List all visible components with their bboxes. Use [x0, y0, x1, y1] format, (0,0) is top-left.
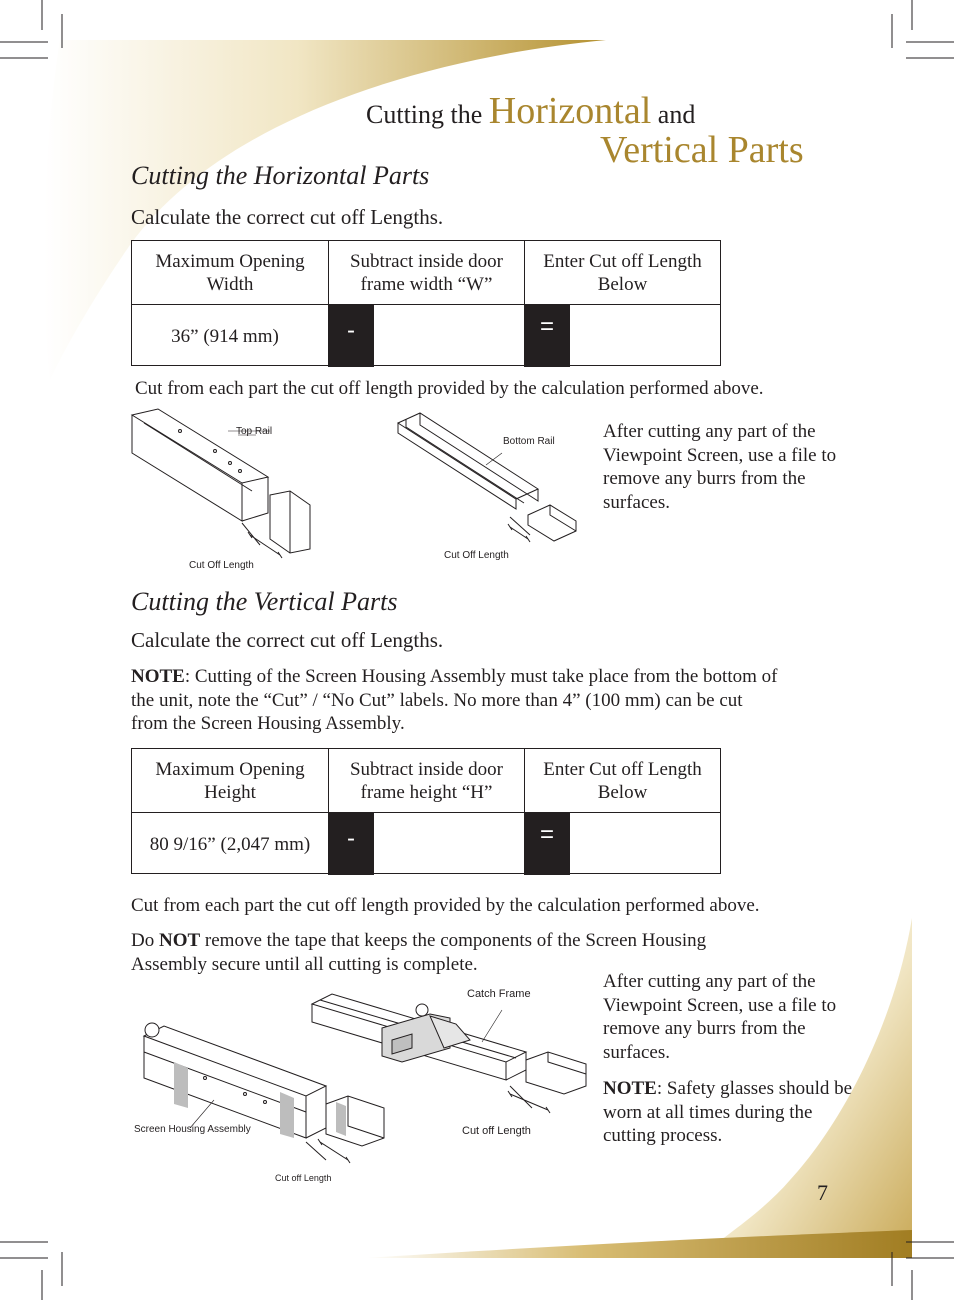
top-rail-drawing: [132, 409, 310, 558]
screen-housing-label: Screen Housing Assembly: [134, 1124, 251, 1135]
equals-sign: =: [524, 813, 570, 875]
horizontal-subheading: Calculate the correct cut off Lengths.: [131, 205, 444, 229]
cut-off-length-label-right: Cut off Length: [462, 1125, 531, 1137]
col-header-subtract-height: Subtract inside door frame height “H”: [328, 749, 524, 812]
title-and: and: [657, 100, 696, 129]
note-label: NOTE: [131, 666, 185, 687]
cut-off-length-entry[interactable]: [570, 813, 720, 874]
cut-off-length-label-right: Cut Off Length: [444, 550, 509, 561]
bottom-rail-label: Bottom Rail: [503, 436, 555, 447]
door-frame-height-entry[interactable]: [374, 813, 524, 874]
title-vertical-parts: Vertical Parts: [600, 129, 804, 171]
vertical-heading: Cutting the Vertical Parts: [131, 587, 398, 616]
top-rail-label: Top Rail: [236, 426, 273, 437]
page-title: [366, 90, 696, 132]
cut-off-length-label-left: Cut off Length: [275, 1173, 332, 1183]
title-horizontal: Horizontal: [488, 90, 652, 132]
door-frame-width-entry[interactable]: [374, 305, 524, 366]
note-text: : Cutting of the Screen Housing Assembly must take place from the bottom of the unit, note the “Cut” / “No Cut” labels. No more than 4” (100 mm) can be cut from the Screen Housing Assembly.: [131, 666, 778, 734]
tape-warning: [131, 929, 751, 976]
bottom-swoosh: [365, 1230, 912, 1258]
page-number: 7: [817, 1180, 828, 1205]
cut-off-length-entry[interactable]: [570, 305, 720, 366]
horizontal-rails-diagram: [130, 405, 590, 575]
horizontal-instruction: Cut from each part the cut off length provided by the calculation performed above.: [135, 378, 764, 399]
minus-sign: -: [328, 305, 374, 367]
screen-housing-drawing: [144, 1023, 384, 1163]
cut-off-length-label-left: Cut Off Length: [189, 560, 254, 571]
vertical-parts-diagram: [130, 982, 600, 1192]
col-header-cut-off: Enter Cut off Length Below: [524, 749, 720, 812]
col-header-cut-off: Enter Cut off Length Below: [524, 241, 720, 304]
safety-note-text: : Safety glasses should be worn at all times during the cutting process.: [603, 1078, 853, 1146]
tape-rest: remove the tape that keeps the components of the Screen Housing Assembly secure until all cutting is complete.: [131, 930, 707, 975]
catch-frame-drawing: [312, 994, 586, 1113]
horizontal-calc-table: [131, 240, 721, 366]
max-width-value: 36” (914 mm): [171, 325, 279, 347]
tape-prefix: Do: [131, 930, 159, 951]
horizontal-file-note: After cutting any part of the Viewpoint Screen, use a file to remove any burrs from the surfaces.: [603, 421, 837, 513]
vertical-file-note: After cutting any part of the Viewpoint Screen, use a file to remove any burrs from the surfaces.: [603, 971, 837, 1063]
title-prefix: Cutting the: [366, 100, 483, 129]
equals-sign: =: [524, 305, 570, 367]
vertical-subheading: Calculate the correct cut off Lengths.: [131, 628, 444, 652]
col-header-max-height: Maximum Opening Height: [155, 758, 305, 803]
safety-note-label: NOTE: [603, 1078, 657, 1099]
safety-note: [603, 1077, 853, 1148]
vertical-cut-note: [131, 665, 781, 736]
bottom-rail-drawing: [398, 413, 576, 542]
tape-not: NOT: [158, 930, 201, 951]
max-height-value: 80 9/16” (2,047 mm): [149, 833, 311, 855]
minus-sign: -: [328, 813, 374, 875]
horizontal-heading: Cutting the Horizontal Parts: [131, 161, 430, 190]
col-header-subtract-width: Subtract inside door frame width “W”: [328, 241, 524, 304]
catch-frame-label: Catch Frame: [467, 988, 531, 1000]
col-header-max-width: Maximum Opening Width: [155, 250, 305, 295]
vertical-instruction: Cut from each part the cut off length provided by the calculation performed above.: [131, 895, 760, 916]
vertical-calc-table: [131, 748, 721, 874]
